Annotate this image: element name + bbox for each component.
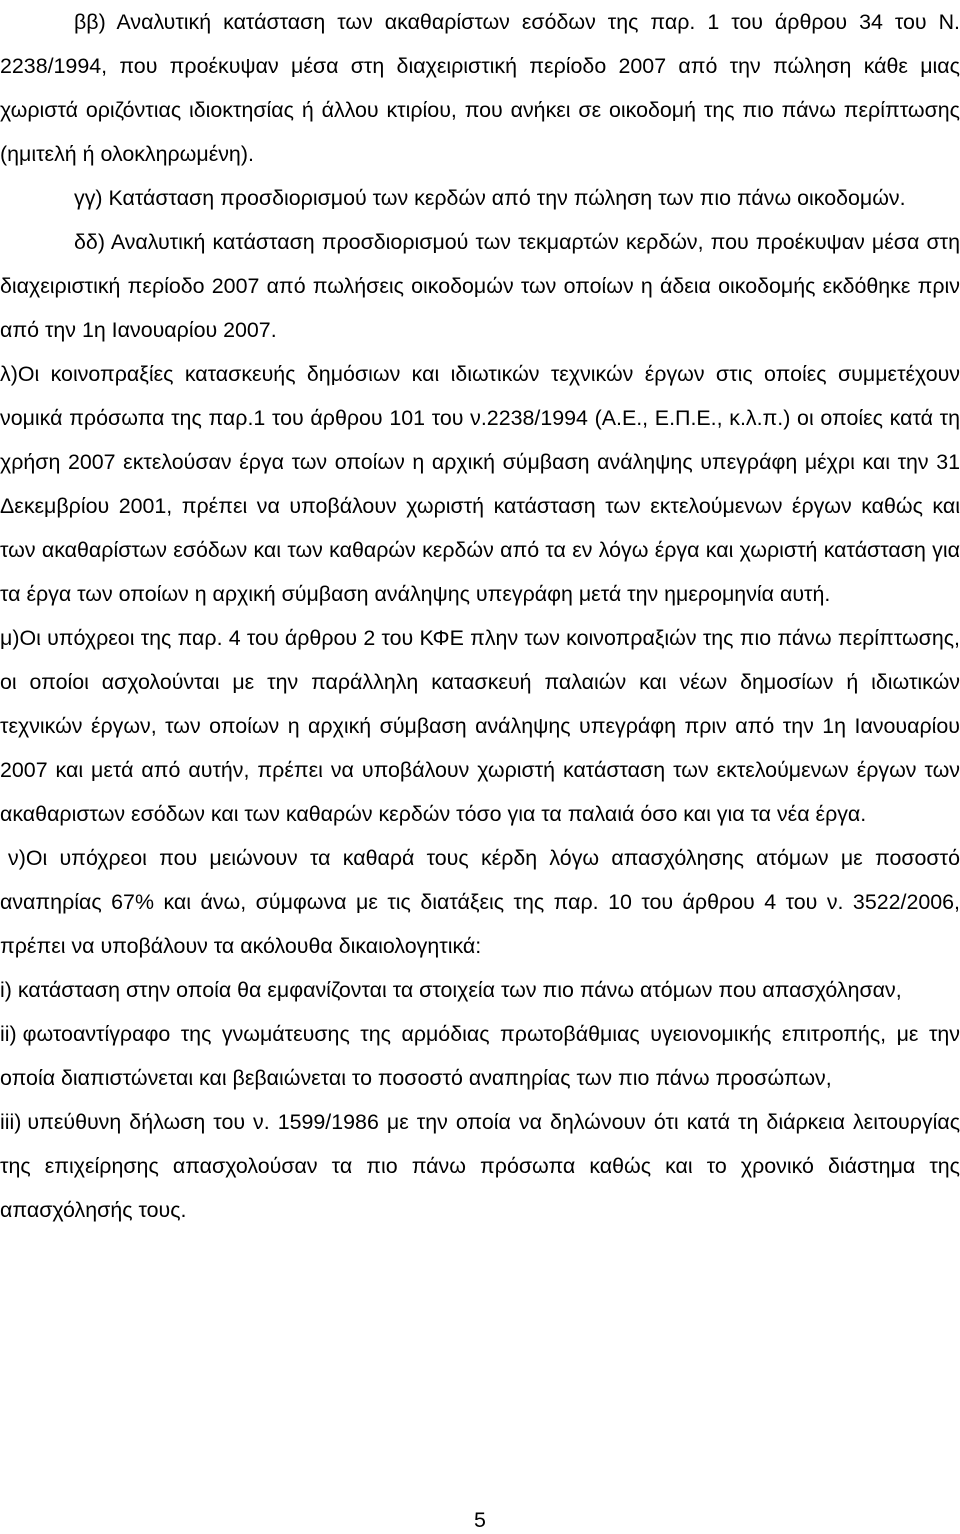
paragraph-bb: ββ) Αναλυτική κατάσταση των ακαθαρίστων εσόδων της παρ. 1 του άρθρου 34 του Ν. 2238/1994, που προέκυψαν μέσα στη διαχειριστική περίοδο 2007 από την πώληση κάθε μιας χωριστά οριζόντιας ιδιοκτησίας ή άλλου κτιρίου, που ανήκει σε οικοδομή της πιο πάνω περίπτωσης (ημιτελή ή ολοκληρωμένη). <box>0 10 960 166</box>
paragraph-text: υπεύθυνη δήλωση του ν. 1599/1986 με την οποία να δηλώνουν ότι κατά τη διάρκεια λειτουργίας της επιχείρησης απασχολούσαν τα πιο πάνω πρόσωπα καθώς και το χρονικό διάστημα της απασχόλησής τους. <box>0 1110 960 1222</box>
paragraph-gg: γγ) Κατάσταση προσδιορισμού των κερδών από την πώληση των πιο πάνω οικοδομών. <box>74 186 906 210</box>
paragraph-iii <box>0 1100 960 1232</box>
paragraph-label: μ) <box>0 626 20 650</box>
paragraph-text: φωτοαντίγραφο της γνωμάτευσης της αρμόδιας πρωτοβάθμιας υγειονομικής επιτροπής, με την οποία διαπιστώνεται και βεβαιώνεται το ποσοστό αναπηρίας των πιο πάνω προσώπων, <box>0 1022 960 1090</box>
paragraph-text: Οι υπόχρεοι της παρ. 4 του άρθρου 2 του ΚΦΕ πλην των κοινοπραξιών της πιο πάνω περίπτωσης, οι οποίοι ασχολούνται με την παράλληλη κατασκευή παλαιών και νέων δημοσίων ή ιδιωτικών τεχνικών έργων, των οποίων η αρχική σύμβαση ανάληψης υπεγράφη πριν από την 1η Ιανουαρίου 2007 και μετά από αυτήν, πρέπει να υποβάλουν χωριστή κατάσταση των εκτελούμενων έργων των ακαθαριστων εσόδων και των καθαρών κερδών τόσο για τα παλαιά όσο και για τα νέα έργα. <box>0 626 960 826</box>
paragraph-label: λ) <box>0 362 18 386</box>
paragraph-label: i) <box>0 978 12 1002</box>
paragraph-text: κατάσταση στην οποία θα εμφανίζονται τα στοιχεία των πιο πάνω ατόμων που απασχόλησαν, <box>17 978 902 1002</box>
paragraph-dd: δδ) Αναλυτική κατάσταση προσδιορισμού των τεκμαρτών κερδών, που προέκυψαν μέσα στη διαχειριστική περίοδο 2007 από πωλήσεις οικοδομών των οποίων η άδεια οικοδομής εκδόθηκε πριν από την 1η Ιανουαρίου 2007. <box>0 230 960 342</box>
paragraph-ii <box>0 1012 960 1100</box>
paragraph-lambda <box>0 352 960 616</box>
paragraph-mu <box>0 616 960 836</box>
paragraph-nu <box>0 836 960 968</box>
paragraph-text: Οι υπόχρεοι που μειώνουν τα καθαρά τους κέρδη λόγω απασχόλησης ατόμων με ποσοστό αναπηρίας 67% και άνω, σύμφωνα με τις διατάξεις της παρ. 10 του άρθρου 4 του ν. 3522/2006, πρέπει να υποβάλουν τα ακόλουθα δικαιολογητικά: <box>0 846 960 958</box>
paragraph-text: Οι κοινοπραξίες κατασκευής δημόσιων και ιδιωτικών τεχνικών έργων στις οποίες συμμετέχουν νομικά πρόσωπα της παρ.1 του άρθρου 101 του ν.2238/1994 (Α.Ε., Ε.Π.Ε., κ.λ.π.) οι οποίες κατά τη χρήση 2007 εκτελούσαν έργα των οποίων η αρχική σύμβαση ανάληψης υπεγράφη μέχρι και την 31 Δεκεμβρίου 2001, πρέπει να υποβάλουν χωριστή κατάσταση των εκτελούμενων έργων καθώς και των ακαθαρίστων εσόδων και των καθαρών κερδών από τα εν λόγω έργα και χωριστή κατάσταση για τα έργα των οποίων η αρχική σύμβαση ανάληψης υπεγράφη μετά την ημερομηνία αυτή. <box>0 362 960 606</box>
paragraph-label: ν) <box>8 846 26 870</box>
paragraph-i <box>0 968 960 1012</box>
paragraph-label: iii) <box>0 1110 22 1134</box>
page-number: 5 <box>474 1508 486 1532</box>
paragraph-label: ii) <box>0 1022 17 1046</box>
